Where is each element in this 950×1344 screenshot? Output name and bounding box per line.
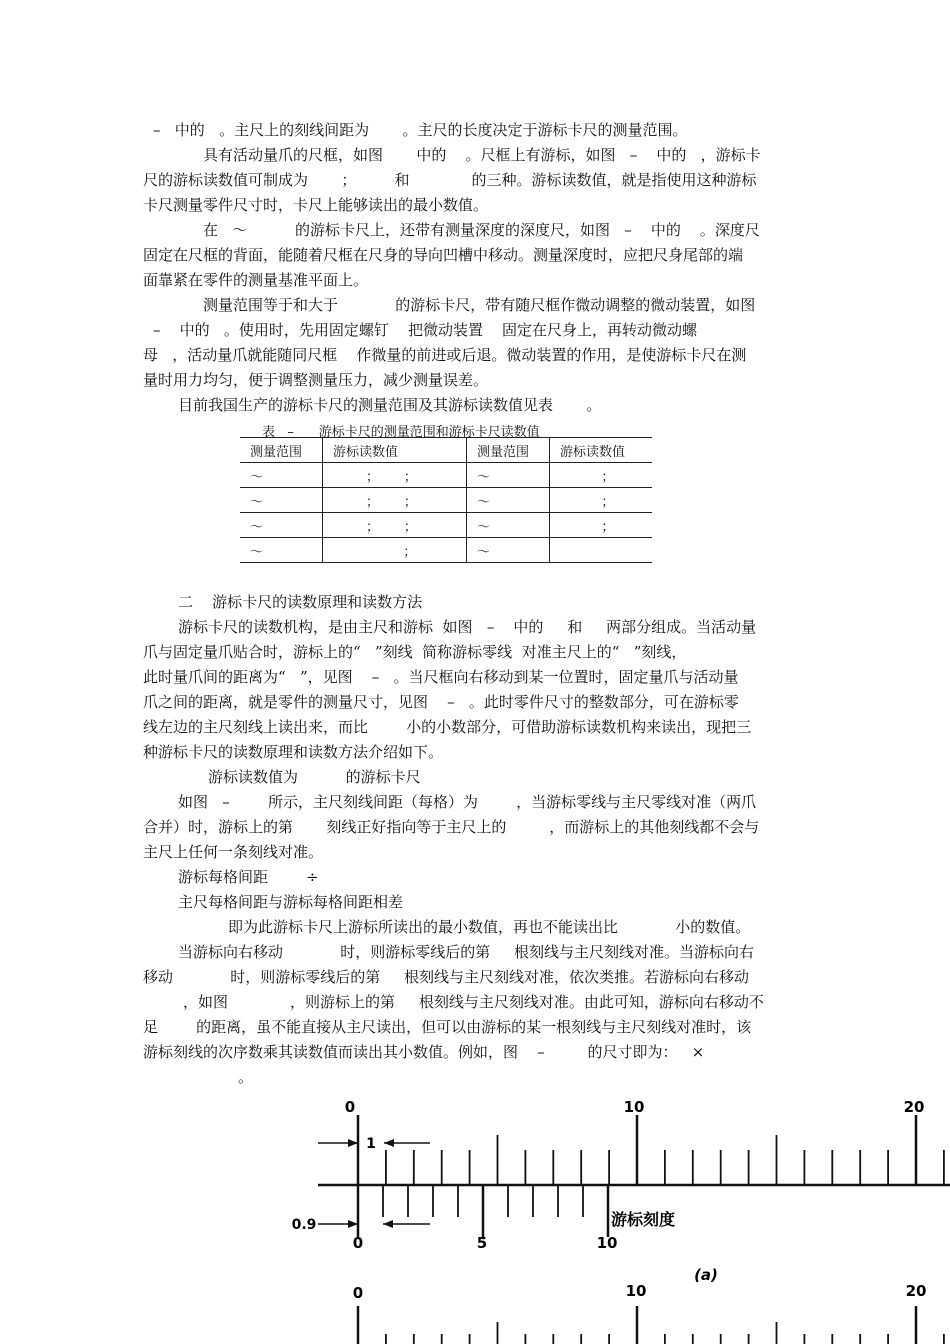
arrow-left-icon bbox=[384, 1139, 394, 1147]
text-line: 主尺每格间距与游标每格间距相差 bbox=[178, 893, 404, 911]
text-line: 当游标向右移动 时，则游标零线后的第 根刻线与主尺刻线对准。当游标向右 bbox=[178, 943, 755, 961]
text-line: 即为此游标卡尺上游标所读出的最小数值，再也不能读出比 小的数值。 bbox=[228, 918, 751, 936]
scale-diagram-b bbox=[353, 1282, 944, 1344]
text-line: 二 游标卡尺的读数原理和读数方法 bbox=[178, 593, 423, 611]
figure-subcaption: (a) bbox=[694, 1266, 718, 1284]
arrow-right-icon bbox=[348, 1139, 358, 1147]
scale-diagram-a bbox=[292, 1098, 950, 1284]
table-cell: ； bbox=[560, 494, 615, 510]
table-caption: 表 – 游标卡尺的测量范围和游标卡尺读数值 bbox=[262, 425, 540, 440]
text-line: 母 ，活动量爪就能随同尺框 作微量的前进或后退。微动装置的作用，是使游标卡尺在测 bbox=[143, 346, 747, 364]
text-line: 游标每格间距 ÷ bbox=[178, 868, 319, 886]
table-header: 游标读数值 bbox=[560, 444, 626, 460]
table-cell: ～ bbox=[240, 463, 323, 488]
text-line: 此时量爪间的距离为“ ”，见图 – 。当尺框向右移动到某一位置时，固定量爪与活动量 bbox=[143, 668, 739, 686]
text-line: 尺的游标读数值可制成为 ； 和 的三种。游标读数值，就是指使用这种游标 bbox=[143, 171, 757, 189]
main-scale-ticks bbox=[358, 1115, 944, 1185]
text-line: 。 bbox=[238, 1068, 254, 1086]
table-row bbox=[240, 488, 652, 513]
text-line: 线左边的主尺刻线上读出来，而比 小的小数部分，可借助游标读数机构来读出，现把三 bbox=[143, 718, 752, 736]
table-cell: ～ bbox=[240, 513, 323, 538]
text-line: 足 的距离，虽不能直接从主尺读出，但可以由游标的某一根刻线与主尺刻线对准时，该 bbox=[143, 1018, 752, 1036]
text-line: 固定在尺框的背面，能随着尺框在尺身的导向凹槽中移动。测量深度时，应把尺身尾部的端 bbox=[143, 246, 744, 264]
text-line: 游标卡尺的读数机构，是由主尺和游标 如图 – 中的 和 两部分组成。当活动量 bbox=[178, 618, 757, 636]
text-line: 在 ～ 的游标卡尺上，还带有测量深度的深度尺，如图 – 中的 。深度尺 bbox=[203, 221, 760, 239]
range-table bbox=[240, 437, 652, 563]
text-line: 具有活动量爪的尺框，如图 中的 。尺框上有游标，如图 – 中的 ，游标卡 bbox=[203, 146, 761, 164]
table-header-row bbox=[240, 438, 652, 463]
text-line: 种游标卡尺的读数原理和读数方法介绍如下。 bbox=[143, 743, 444, 761]
table-cell: ； ； bbox=[323, 488, 467, 513]
text-line: 爪之间的距离，就是零件的测量尺寸，见图 – 。此时零件尺寸的整数部分，可在游标零 bbox=[143, 693, 739, 711]
table-cell: ； ； bbox=[323, 513, 467, 538]
vernier-scale-label: 10 bbox=[596, 1234, 618, 1252]
table-cell: ～ bbox=[467, 538, 550, 563]
dimension-label: 0.9 bbox=[291, 1217, 317, 1233]
table-cell: ～ bbox=[467, 488, 550, 513]
text-line: – 中的 。主尺上的刻线间距为 。主尺的长度决定于游标卡尺的测量范围。 bbox=[153, 121, 688, 139]
text-line: 测量范围等于和大于 的游标卡尺，带有随尺框作微动调整的微动装置，如图 bbox=[203, 296, 756, 314]
vernier-scale-ticks bbox=[358, 1185, 608, 1237]
main-scale-label: 20 bbox=[905, 1282, 927, 1300]
text-line: 主尺上任何一条刻线对准。 bbox=[143, 843, 324, 861]
text-line: 爪与固定量爪贴合时，游标上的“ ”刻线 简称游标零线 对准主尺上的“ ”刻线， bbox=[143, 643, 687, 661]
text-line: 如图 – 所示，主尺刻线间距（每格）为 ，当游标零线与主尺零线对准（两爪 bbox=[178, 793, 757, 811]
dimension-label: 1 bbox=[366, 1136, 376, 1152]
table-row bbox=[240, 538, 652, 563]
text-line: ，如图 ，则游标上的第 根刻线与主尺刻线对准。由此可知，游标向右移动不 bbox=[183, 993, 764, 1011]
table-header: 测量范围 bbox=[240, 438, 323, 463]
vernier-scale-figure bbox=[280, 1090, 950, 1344]
table-cell bbox=[550, 538, 653, 563]
main-scale-label: 20 bbox=[903, 1098, 925, 1116]
table-row bbox=[240, 513, 652, 538]
vernier-scale-label: 0 bbox=[352, 1234, 364, 1252]
table-cell: ～ bbox=[467, 513, 550, 538]
table-header: 游标读数值 bbox=[323, 438, 467, 463]
table-cell: ； bbox=[323, 538, 467, 563]
table-cell: ～ bbox=[467, 463, 550, 488]
text-line: 游标读数值为 的游标卡尺 bbox=[208, 768, 421, 786]
main-scale-label: 0 bbox=[344, 1098, 356, 1116]
text-line: – 中的 。使用时，先用固定螺钉 把微动装置 固定在尺身上，再转动微动螺 bbox=[153, 321, 698, 339]
text-line: 卡尺测量零件尺寸时，卡尺上能够读出的最小数值。 bbox=[143, 196, 489, 214]
arrow-left-icon bbox=[383, 1220, 393, 1228]
arrow-right-icon bbox=[348, 1220, 358, 1228]
text-line: 目前我国生产的游标卡尺的测量范围及其游标读数值见表 。 bbox=[178, 396, 602, 414]
vernier-scale-label: 5 bbox=[476, 1234, 488, 1252]
text-line: 移动 时，则游标零线后的第 根刻线与主尺刻线对准，依次类推。若游标向右移动 bbox=[143, 968, 750, 986]
table-cell: ～ bbox=[240, 488, 323, 513]
vernier-caption: 游标刻度 bbox=[611, 1210, 676, 1229]
table-row bbox=[240, 463, 652, 488]
table-cell: ； bbox=[560, 519, 615, 535]
table-header: 测量范围 bbox=[467, 438, 550, 463]
text-line: 合并）时，游标上的第 刻线正好指向等于主尺上的 ，而游标上的其他刻线都不会与 bbox=[143, 818, 760, 836]
table-cell: ； bbox=[560, 469, 615, 485]
main-scale-label: 10 bbox=[625, 1282, 647, 1300]
main-scale-ticks bbox=[358, 1306, 944, 1344]
text-line: 游标刻线的次序数乘其读数值而读出其小数值。例如，图 – 的尺寸即为： × bbox=[143, 1043, 705, 1061]
table-cell: ； ； bbox=[323, 463, 467, 488]
table-cell: ～ bbox=[240, 538, 323, 563]
main-scale-label: 0 bbox=[352, 1284, 364, 1302]
text-line: 面靠紧在零件的测量基准平面上。 bbox=[143, 271, 369, 289]
main-scale-label: 10 bbox=[623, 1098, 645, 1116]
text-line: 量时用力均匀，便于调整测量压力，减少测量误差。 bbox=[143, 371, 489, 389]
